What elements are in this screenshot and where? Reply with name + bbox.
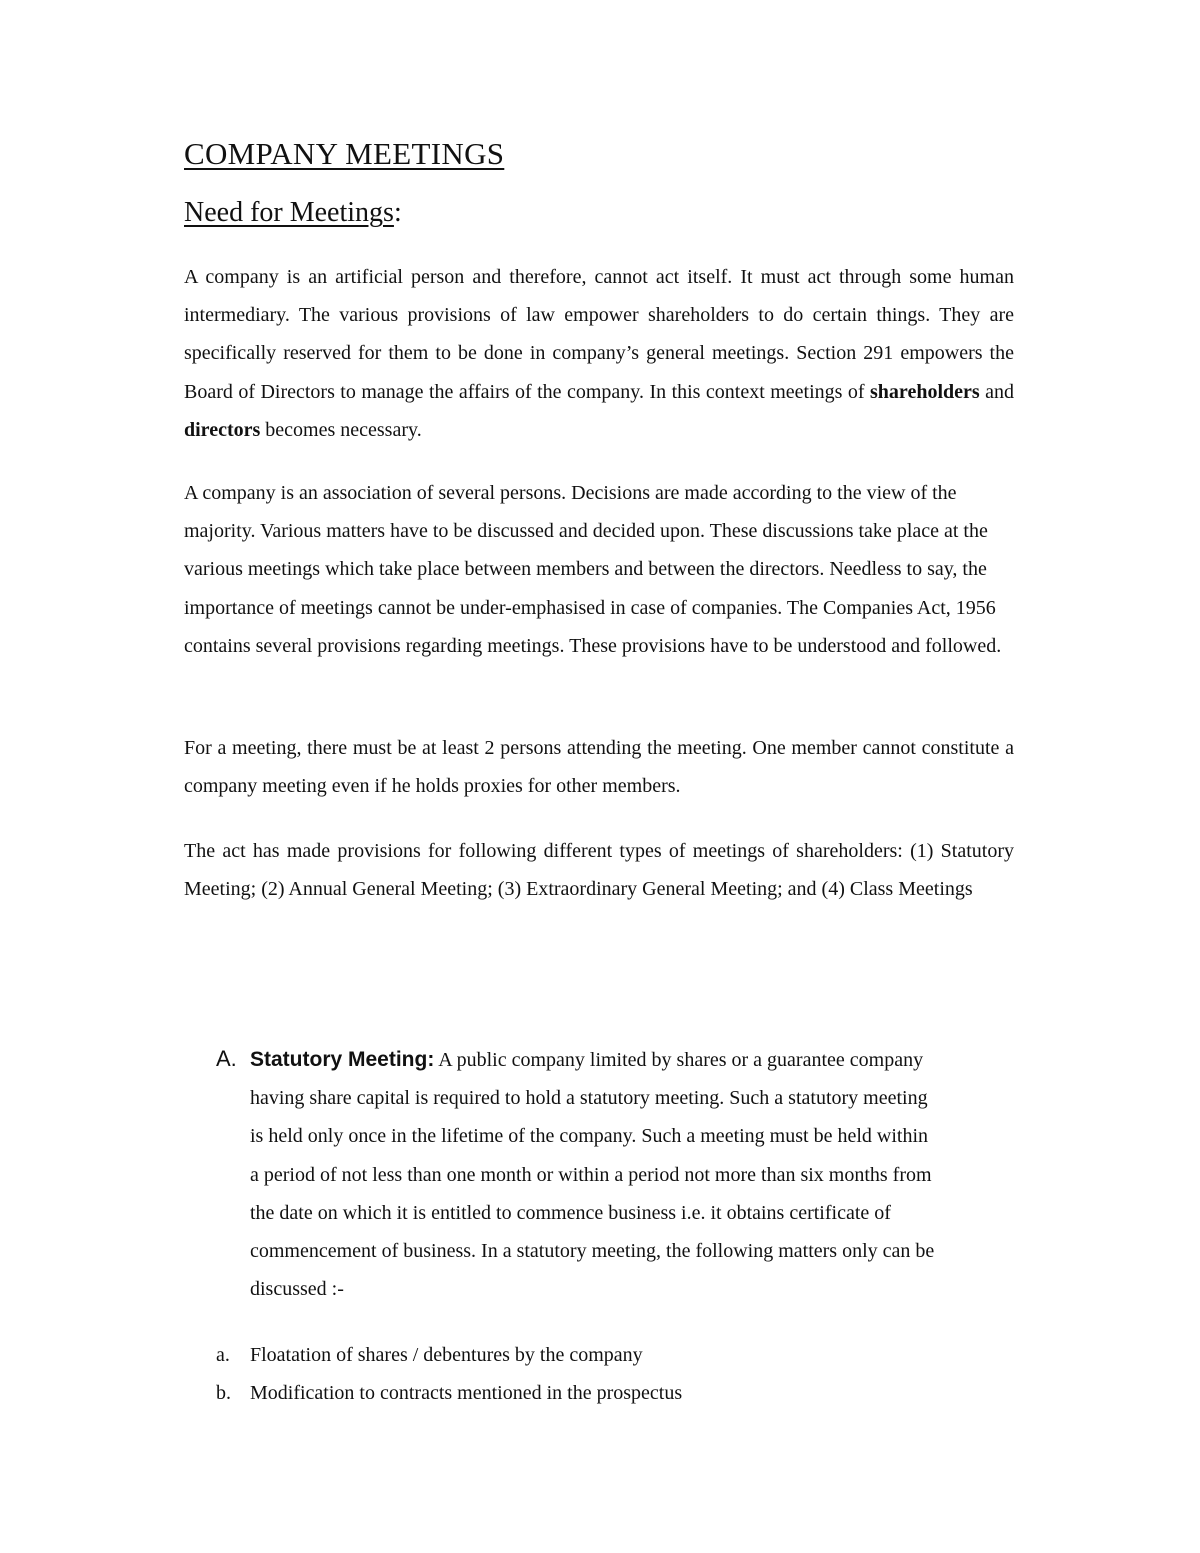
statutory-matters-list [216, 1336, 682, 1412]
paragraph1-bold-directors: directors [184, 418, 261, 441]
section-a-line-6: discussed :- [250, 1278, 344, 1301]
section-a-line-1: having share capital is required to hold a statutory meeting. Such a statutory meeting [250, 1087, 928, 1110]
section-a-line-2: is held only once in the lifetime of the company. Such a meeting must be held within [250, 1125, 928, 1148]
section-a-line-3: a period of not less than one month or within a period not more than six months from [250, 1163, 932, 1186]
section-a-line-5: commencement of business. In a statutory meeting, the following matters only can be [250, 1240, 935, 1263]
list-item-label: b. [216, 1382, 231, 1405]
section-a-marker: A. [216, 1046, 237, 1071]
paragraph-meeting-types: The act has made provisions for following different types of meetings of shareholders: (1) Statutory Meeting; (2) Annual General Meeting; (3) Extraordinary General Meeting; and (4) Class Meetings [184, 840, 1014, 901]
paragraph1-bold-shareholders: shareholders [870, 380, 980, 403]
list-item-label: a. [216, 1344, 230, 1366]
section-a-first-line [216, 1040, 1016, 1079]
subtitle-suffix: : [393, 197, 402, 228]
paragraph-quorum: For a meeting, there must be at least 2 persons attending the meeting. One member cannot constitute a company meeting even if he holds proxies for other members. [184, 737, 1014, 798]
paragraph1-part3: becomes necessary. [260, 418, 422, 441]
list-item [216, 1336, 682, 1374]
section-a-heading: Statutory Meeting: [250, 1048, 435, 1071]
paragraph-association: A company is an association of several persons. Decisions are made according to the view of the majority. Various matters have to be discussed and decided upon. These discussions take place at the various meetings which take place between members and between the directors. Needless to say, the importance of meetings cannot be under-emphasised in case of companies. The Companies Act, 1956 contains several provisions regarding meetings. These provisions have to be understood and followed. [184, 482, 1002, 657]
list-item [216, 1374, 682, 1412]
section-a-line-0: A public company limited by shares or a guarantee company [434, 1049, 924, 1071]
paragraph-need-for-meetings [184, 258, 1014, 449]
paragraph1-part2: and [979, 380, 1014, 403]
list-item-text: Modification to contracts mentioned in the prospectus [250, 1382, 683, 1405]
section-a-line-4: the date on which it is entitled to commence business i.e. it obtains certificate of [250, 1201, 891, 1224]
page-title: COMPANY MEETINGS [184, 136, 505, 171]
subtitle-text: Need for Meetings [184, 197, 394, 228]
paragraph1-part1: A company is an artificial person and therefore, cannot act itself. It must act through some human intermediary. The various provisions of law empower shareholders to do certain things. They are specifically reserved for them to be done in company’s general meetings. Section 291 empowers the Board of Directors to manage the affairs of the company. In this context meetings of [184, 266, 1014, 403]
section-statutory-meeting [216, 1040, 1016, 1308]
section-subtitle [184, 197, 402, 229]
list-item-text: Floatation of shares / debentures by the company [250, 1344, 643, 1366]
